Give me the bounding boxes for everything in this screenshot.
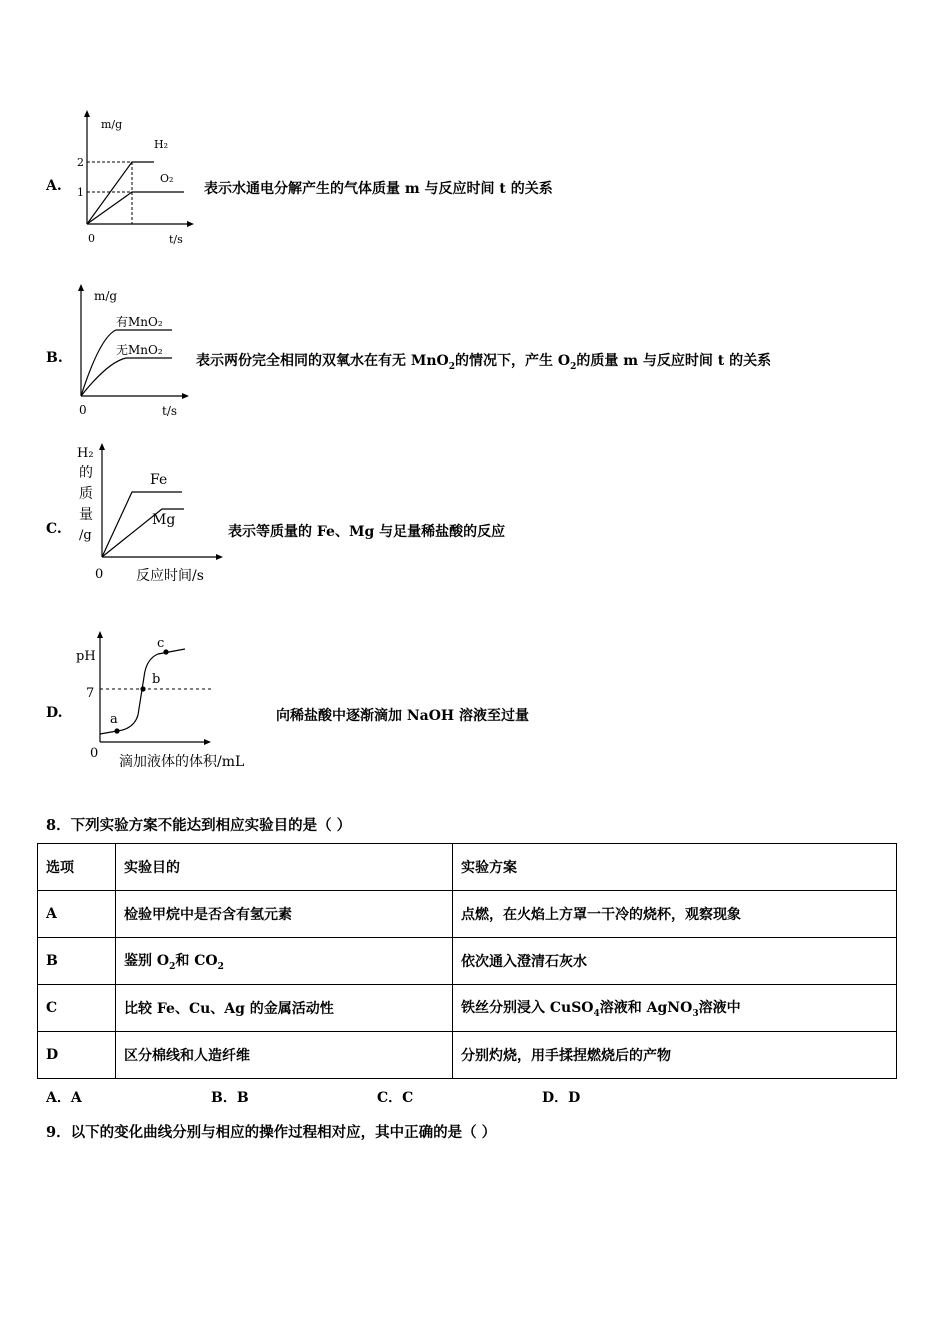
tick-label-2: 2 xyxy=(77,156,84,169)
table-row xyxy=(38,1032,897,1079)
header-plan: 实验方案 xyxy=(453,844,897,891)
h2-label: H₂ xyxy=(154,138,169,151)
row-option: D xyxy=(38,1032,116,1079)
y-label-5: /g xyxy=(79,528,92,543)
point-a-label: a xyxy=(110,712,118,727)
answer-b[interactable]: B．B xyxy=(211,1090,249,1106)
option-a-desc: 表示水通电分解产生的气体质量 m 与反应时间 t 的关系 xyxy=(204,181,553,197)
y-axis-arrow xyxy=(97,631,103,638)
row-plan: 点燃，在火焰上方罩一干冷的烧杯，观察现象 xyxy=(453,891,897,938)
y-label-2: 的 xyxy=(79,465,93,481)
row-purpose: 鉴别 $O_2$和 $CO_2$ xyxy=(116,938,453,985)
y-axis-label: m/g xyxy=(101,118,123,131)
option-c-graph xyxy=(72,440,227,590)
x-axis-arrow xyxy=(204,739,211,745)
y-axis-label: pH xyxy=(76,649,96,664)
h2-curve xyxy=(87,162,154,224)
without-mno2-curve xyxy=(81,358,172,396)
o2-label: O₂ xyxy=(160,172,174,185)
without-mno2-label: 无MnO₂ xyxy=(116,343,163,357)
answer-c[interactable]: C．C xyxy=(377,1090,414,1106)
row-purpose: 区分棉线和人造纤维 xyxy=(116,1032,453,1079)
table-row xyxy=(38,985,897,1032)
question-9-title: 9．以下的变化曲线分别与相应的操作过程相对应，其中正确的是（ ） xyxy=(46,1124,497,1141)
x-axis-arrow xyxy=(187,221,194,227)
option-a-letter: A. xyxy=(46,178,62,194)
experiment-table xyxy=(37,843,897,1079)
row-plan: 铁丝分别浸入 CuSO$_4$溶液和 AgNO$_3$溶液中 xyxy=(453,985,897,1032)
table-row xyxy=(38,891,897,938)
point-b-label: b xyxy=(152,672,161,687)
o2-curve xyxy=(87,192,184,224)
fe-label: Fe xyxy=(150,472,168,488)
row-purpose: 比较 Fe、Cu、Ag 的金属活动性 xyxy=(116,985,453,1032)
option-d-letter: D. xyxy=(46,705,63,721)
row-option: B xyxy=(38,938,116,985)
header-purpose: 实验目的 xyxy=(116,844,453,891)
x-axis-arrow xyxy=(182,393,189,399)
answer-d[interactable]: D．D xyxy=(542,1090,581,1106)
y-axis-label: m/g xyxy=(94,289,118,303)
origin-label: 0 xyxy=(79,403,87,417)
table-row xyxy=(38,938,897,985)
option-c-letter: C. xyxy=(46,521,62,537)
x-axis-label: 反应时间/s xyxy=(136,568,204,584)
origin-label: 0 xyxy=(88,232,95,245)
with-mno2-label: 有MnO₂ xyxy=(116,315,163,329)
question-8-title: 8．下列实验方案不能达到相应实验目的是（ ） xyxy=(46,817,352,834)
option-d-desc: 向稀盐酸中逐渐滴加 NaOH 溶液至过量 xyxy=(276,708,530,724)
mg-label: Mg xyxy=(152,512,176,528)
option-b-desc: 表示两份完全相同的双氧水在有无 MnO$_2$的情况下，产生 $O_2$的质量 m 与反应时间 t 的关系 xyxy=(196,353,772,372)
row-plan: 分别灼烧，用手揉捏燃烧后的产物 xyxy=(453,1032,897,1079)
point-a xyxy=(114,728,119,733)
point-b xyxy=(140,686,145,691)
x-axis-label: 滴加液体的体积/mL xyxy=(119,754,245,770)
row-option: C xyxy=(38,985,116,1032)
row-option: A xyxy=(38,891,116,938)
origin-label: 0 xyxy=(95,567,104,582)
table-header-row xyxy=(38,844,897,891)
x-axis-arrow xyxy=(216,554,223,560)
row-plan: 依次通入澄清石灰水 xyxy=(453,938,897,985)
y-axis-arrow xyxy=(78,284,84,291)
point-c-label: c xyxy=(157,636,165,651)
header-option: 选项 xyxy=(38,844,116,891)
option-c-desc: 表示等质量的 Fe、Mg 与足量稀盐酸的反应 xyxy=(228,524,506,540)
y-axis-arrow xyxy=(99,443,105,450)
option-b-letter: B. xyxy=(46,350,63,366)
tick-label-1: 1 xyxy=(77,186,84,199)
y-label-4: 量 xyxy=(79,507,93,523)
x-axis-label: t/s xyxy=(162,404,178,418)
option-b-graph xyxy=(68,282,198,422)
y-label-3: 质 xyxy=(79,486,93,502)
y-axis-arrow xyxy=(84,110,90,117)
option-a-graph xyxy=(70,108,200,248)
y-label-1: H₂ xyxy=(77,446,94,461)
option-d-graph xyxy=(72,625,272,775)
row-purpose: 检验甲烷中是否含有氢元素 xyxy=(116,891,453,938)
tick-label-7: 7 xyxy=(86,686,95,701)
x-axis-label: t/s xyxy=(169,233,183,246)
answer-a[interactable]: A．A xyxy=(46,1090,82,1106)
origin-label: 0 xyxy=(90,746,99,761)
with-mno2-curve xyxy=(81,330,172,396)
